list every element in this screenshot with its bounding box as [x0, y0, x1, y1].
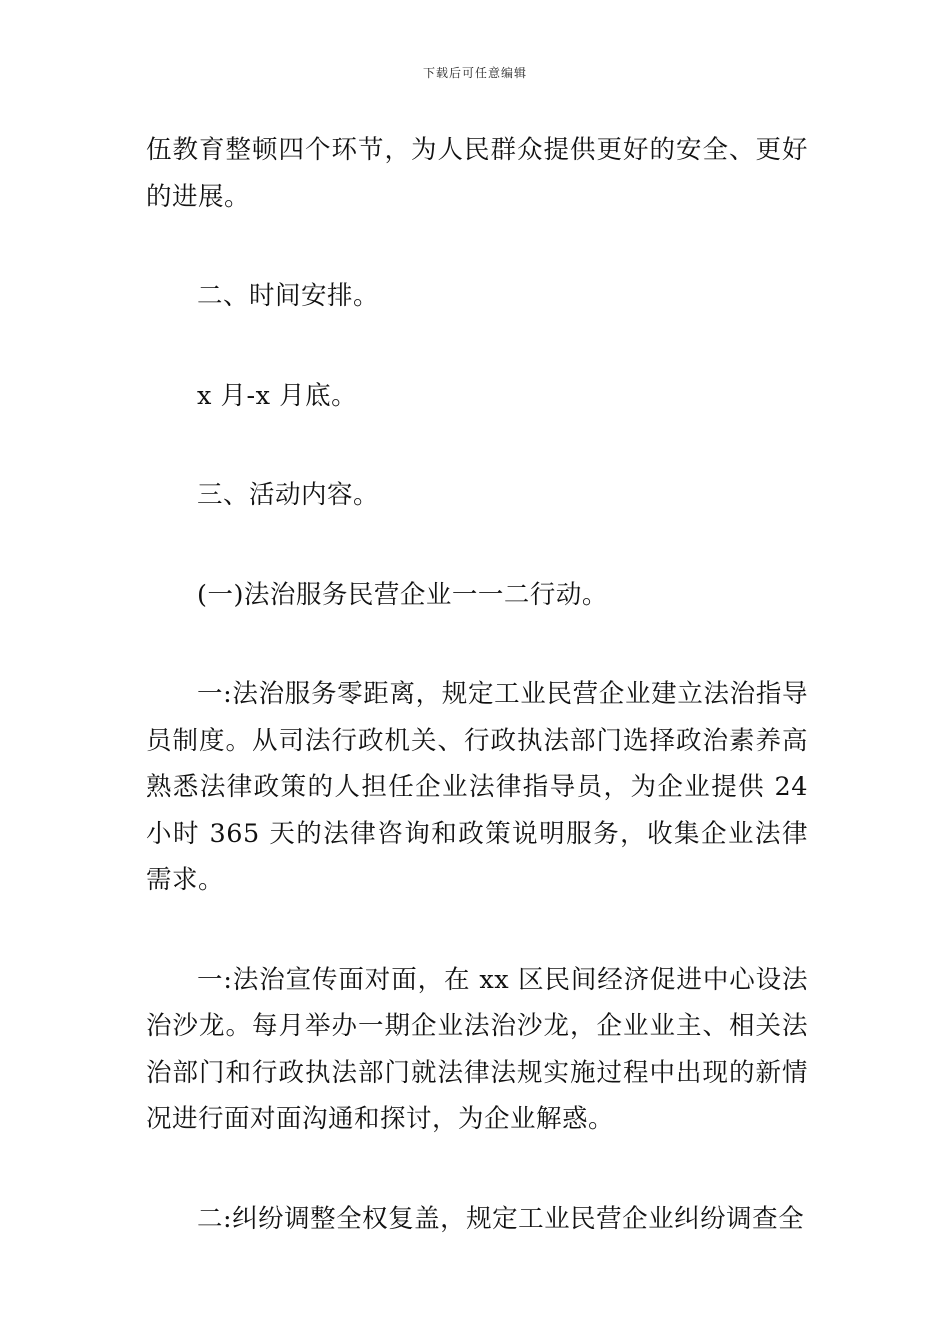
- section-heading-content: 三、活动内容。: [197, 480, 380, 510]
- paragraph-gap: [146, 320, 808, 373]
- paragraph-legal-guide: 一:法治服务零距离，规定工业民营企业建立法治指导员制度。从司法行政机关、行政执法部门选择政治素养高熟悉法律政策的人担任企业法律指导员，为企业提供 24 小时 365 天的法律咨询和政策说明服务，收集企业法律需求。: [146, 679, 808, 895]
- paragraph-gap: [146, 419, 808, 472]
- paragraph-dispute-mediation: 二:纠纷调整全权复盖，规定工业民营企业纠纷调查全: [197, 1203, 805, 1234]
- paragraph-gap: [146, 1143, 808, 1196]
- schedule-period: x 月-x 月底。: [197, 380, 358, 411]
- paragraph-gap: [146, 618, 808, 671]
- page-header-note: 下载后可任意编辑: [422, 66, 527, 80]
- subsection-heading: (一)法治服务民营企业一一二行动。: [197, 579, 608, 610]
- paragraph-continuation: 伍教育整顿四个环节，为人民群众提供更好的安全、更好的进展。: [146, 135, 808, 212]
- paragraph-gap: [146, 904, 808, 957]
- document-body: [146, 127, 808, 1242]
- paragraph-gap: [146, 519, 808, 572]
- paragraph-gap: [146, 220, 808, 273]
- paragraph-legal-salon: 一:法治宣传面对面，在 xx 区民间经济促进中心设法治沙龙。每月举办一期企业法治沙龙，企业业主、相关法治部门和行政执法部门就法律法规实施过程中出现的新情况进行面对面沟通和探讨，为企业解惑。: [146, 964, 808, 1134]
- section-heading-schedule: 二、时间安排。: [197, 281, 380, 311]
